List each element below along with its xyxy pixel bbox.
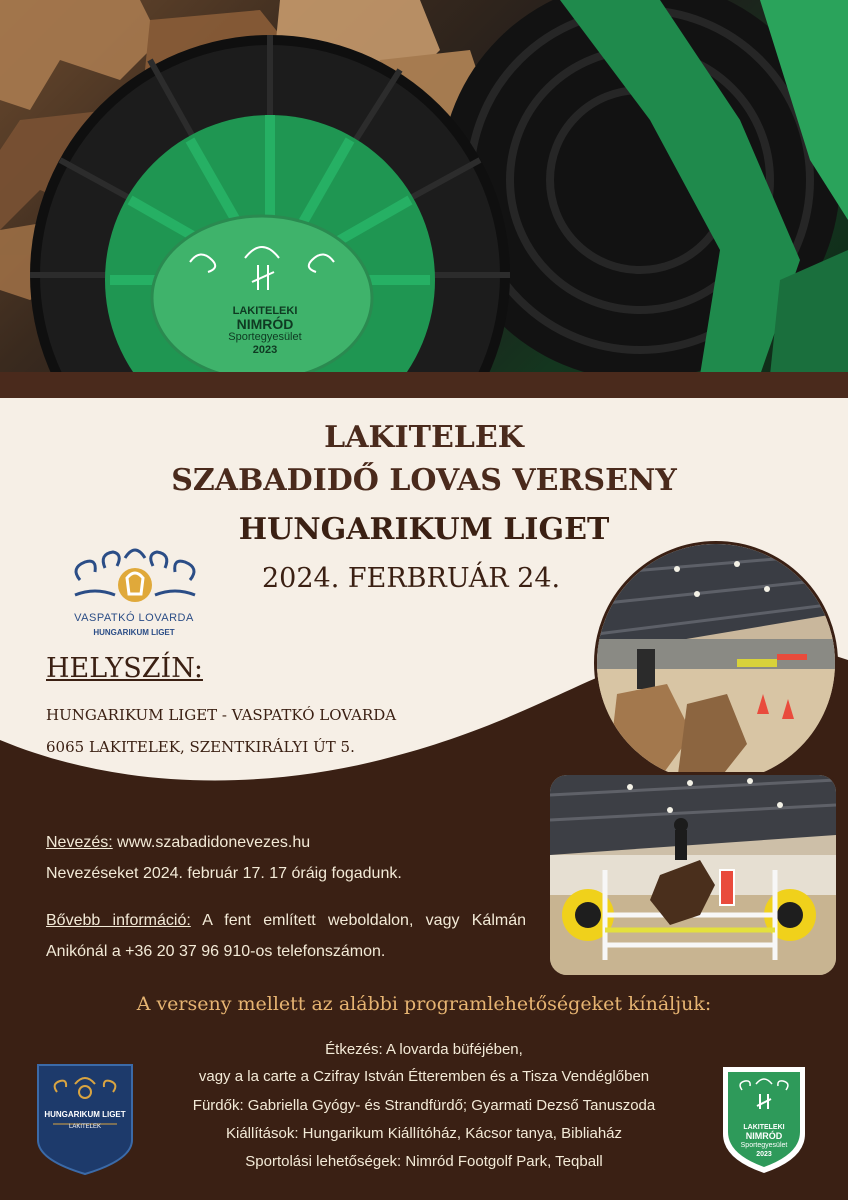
program-line-5: Sportolási lehetőségek: Nimród Footgolf Park, Teqball	[245, 1153, 603, 1170]
nimrod-shield-line-2: NIMRÓD	[745, 1131, 783, 1141]
rosette-line-3: Sportegyesület	[228, 331, 302, 343]
hungarikum-shield-text	[35, 1108, 135, 1134]
registration-deadline: Nevezéseket 2024. február 17. 17 óráig fogadunk.	[46, 865, 402, 882]
vaspatko-logo	[60, 540, 210, 640]
title-line-3: HUNGARIKUM LIGET	[238, 512, 610, 547]
more-info-label: Bővebb információ:	[46, 912, 191, 929]
rosette-line-1: LAKITELEKI	[232, 305, 298, 317]
nimrod-shield-line-4: 2023	[756, 1151, 772, 1158]
program-line-3: Fürdők: Gabriella Gyógy- és Strandfürdő; Gyarmati Dezső Tanuszoda	[192, 1097, 656, 1114]
title-line-1: LAKITELEK	[324, 420, 524, 455]
more-info-text: A fent említett weboldalon, vagy Kálmán Anikónál a +36 20 37 96 910-os telefonszámon.	[46, 912, 527, 960]
nimrod-shield-text	[720, 1123, 808, 1159]
divider-band	[0, 372, 848, 398]
rosette-line-4: 2023	[252, 344, 278, 356]
registration-url[interactable]: www.szabadidonevezes.hu	[112, 834, 311, 851]
event-date: 2024. FERBRUÁR 24.	[262, 563, 561, 594]
show-jumping-photo	[547, 772, 839, 978]
vaspatko-logo-sub: HUNGARIKUM LIGET	[93, 628, 175, 637]
rosette-badge-text	[190, 305, 340, 357]
programs-title: A verseny mellett az alábbi programlehetőségeket kínáljuk:	[136, 993, 712, 1015]
location-heading: HELYSZÍN:	[46, 653, 203, 684]
registration-line	[46, 834, 526, 852]
registration-label: Nevezés:	[46, 834, 113, 851]
rosettes-illustration	[0, 0, 848, 375]
nimrod-shield-line-3: Sportegyesület	[740, 1142, 788, 1149]
program-line-1: Étkezés: A lovarda büféjében,	[325, 1041, 523, 1058]
hungarikum-shield-line-2: LAKITELEK	[68, 1124, 101, 1130]
title-line-2: SZABADIDŐ LOVAS VERSENY	[171, 463, 677, 498]
hungarikum-shield-line-1: HUNGARIKUM LIGET	[44, 1110, 126, 1119]
nimrod-shield-line-1: LAKITELEKI	[743, 1124, 785, 1131]
vaspatko-logo-name: VASPATKÓ LOVARDA	[74, 612, 194, 624]
location-line-1: HUNGARIKUM LIGET - VASPATKÓ LOVARDA	[46, 706, 397, 724]
location-line-2: 6065 LAKITELEK, SZENTKIRÁLYI ÚT 5.	[46, 738, 355, 756]
riding-hall-photo	[594, 541, 838, 785]
program-line-2: vagy a la carte a Czifray István Étteremben és a Tisza Vendéglőben	[198, 1068, 650, 1085]
rosette-line-2: NIMRÓD	[236, 316, 294, 332]
nimrod-shield	[720, 1064, 808, 1176]
more-info	[46, 905, 526, 967]
hero-image	[0, 0, 848, 375]
program-line-4: Kiállítások: Hungarikum Kiállítóház, Kácsor tanya, Bibliaház	[225, 1125, 623, 1142]
